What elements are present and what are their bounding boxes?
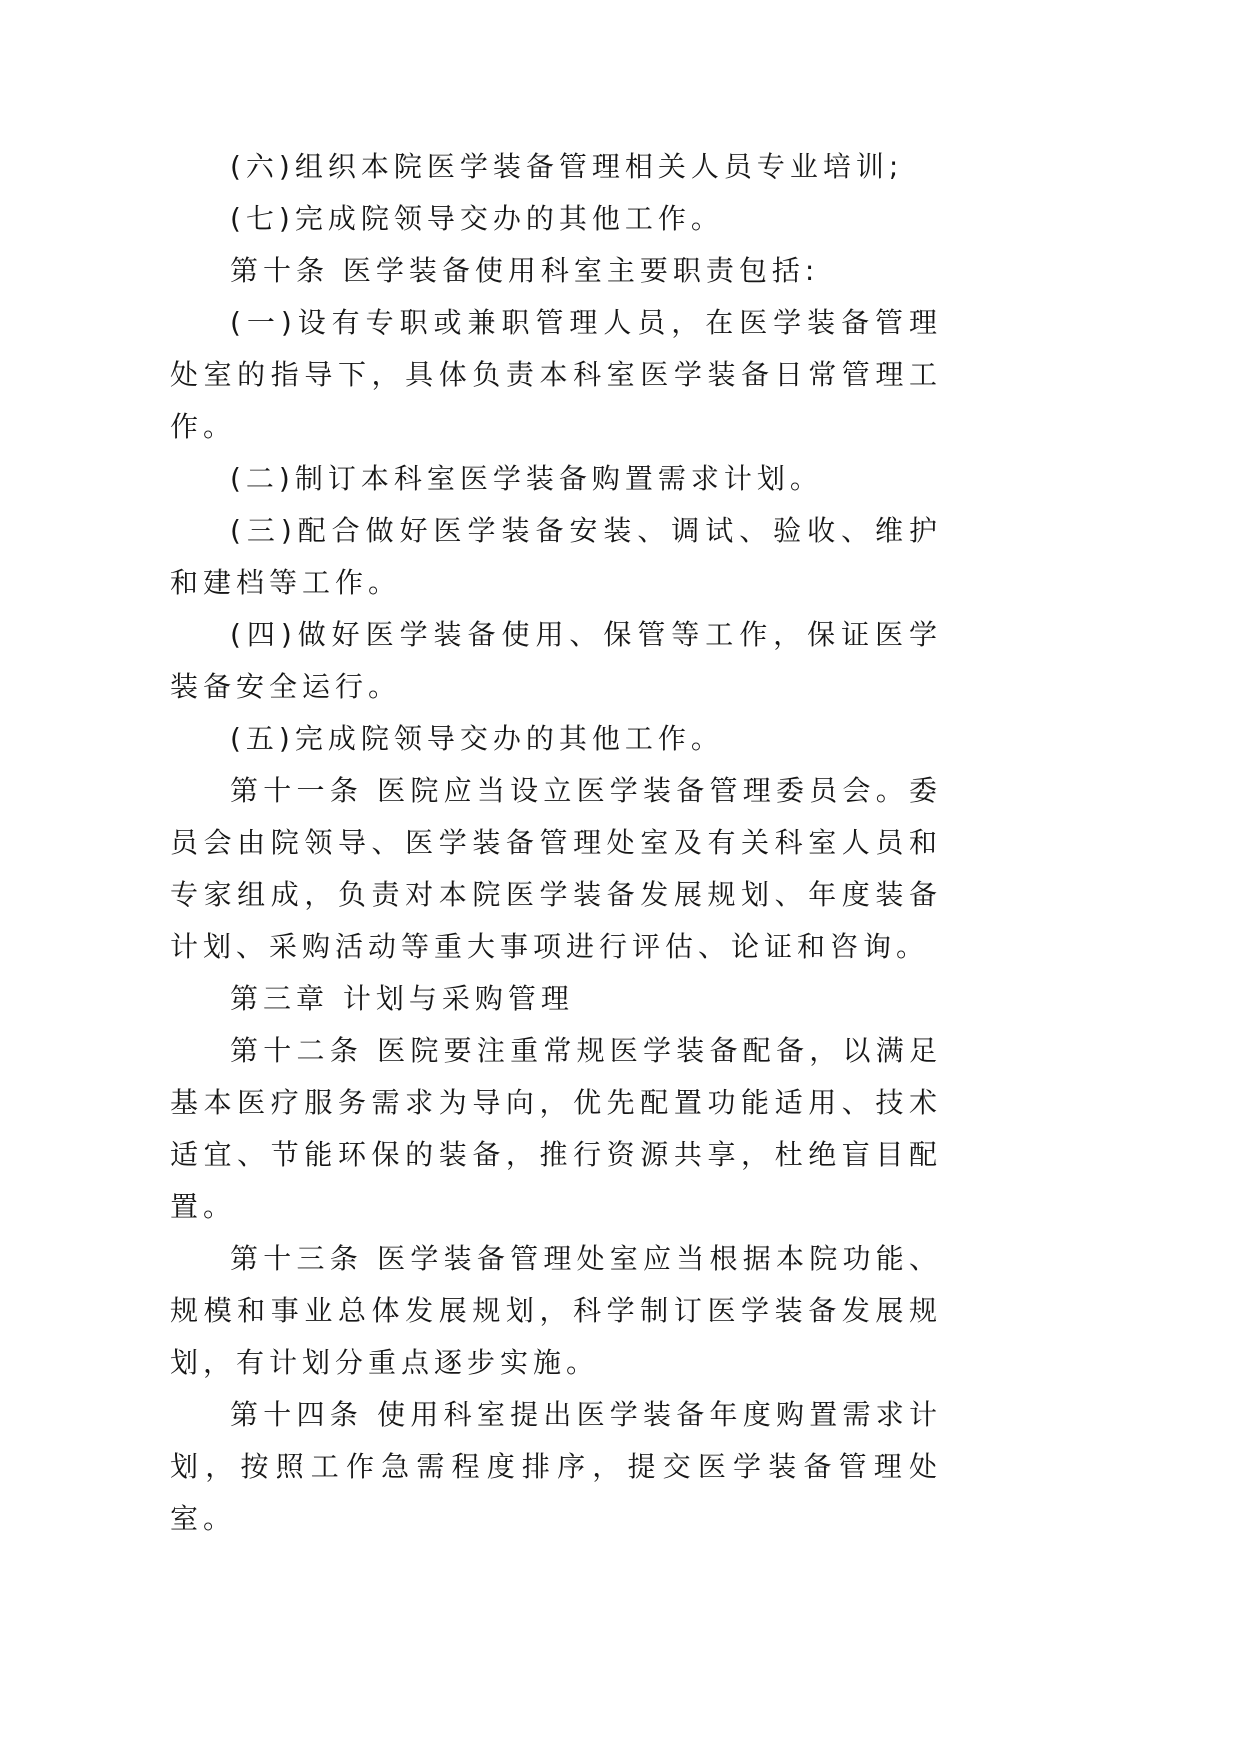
- article-14: 第十四条 使用科室提出医学装备年度购置需求计划，按照工作急需程度排序，提交医学装备管理处室。: [170, 1398, 942, 1535]
- article-10-item-2: (二)制订本科室医学装备购置需求计划。: [230, 462, 823, 495]
- chapter-3-heading: 第三章 计划与采购管理: [230, 982, 574, 1015]
- article-10-item-5: (五)完成院领导交办的其他工作。: [230, 722, 724, 755]
- article-10-item-4: (四)做好医学装备使用、保管等工作，保证医学装备安全运行。: [170, 618, 942, 703]
- article-10-item-1: (一)设有专职或兼职管理人员，在医学装备管理处室的指导下，具体负责本科室医学装备日常管理工作。: [170, 306, 942, 443]
- article-10-heading: 第十条 医学装备使用科室主要职责包括:: [230, 254, 820, 287]
- paragraph-item-6: (六)组织本院医学装备管理相关人员专业培训;: [230, 150, 904, 183]
- paragraph-item-7: (七)完成院领导交办的其他工作。: [230, 202, 724, 235]
- article-11: 第十一条 医院应当设立医学装备管理委员会。委员会由院领导、医学装备管理处室及有关科室人员和专家组成，负责对本院医学装备发展规划、年度装备计划、采购活动等重大事项进行评估、论证和咨询。: [170, 774, 942, 963]
- article-10-item-3: (三)配合做好医学装备安装、调试、验收、维护和建档等工作。: [170, 514, 942, 599]
- document-body: [170, 141, 942, 1545]
- article-13: 第十三条 医学装备管理处室应当根据本院功能、规模和事业总体发展规划，科学制订医学装备发展规划，有计划分重点逐步实施。: [170, 1242, 942, 1379]
- article-12: 第十二条 医院要注重常规医学装备配备，以满足基本医疗服务需求为导向，优先配置功能适用、技术适宜、节能环保的装备，推行资源共享，杜绝盲目配置。: [170, 1034, 942, 1223]
